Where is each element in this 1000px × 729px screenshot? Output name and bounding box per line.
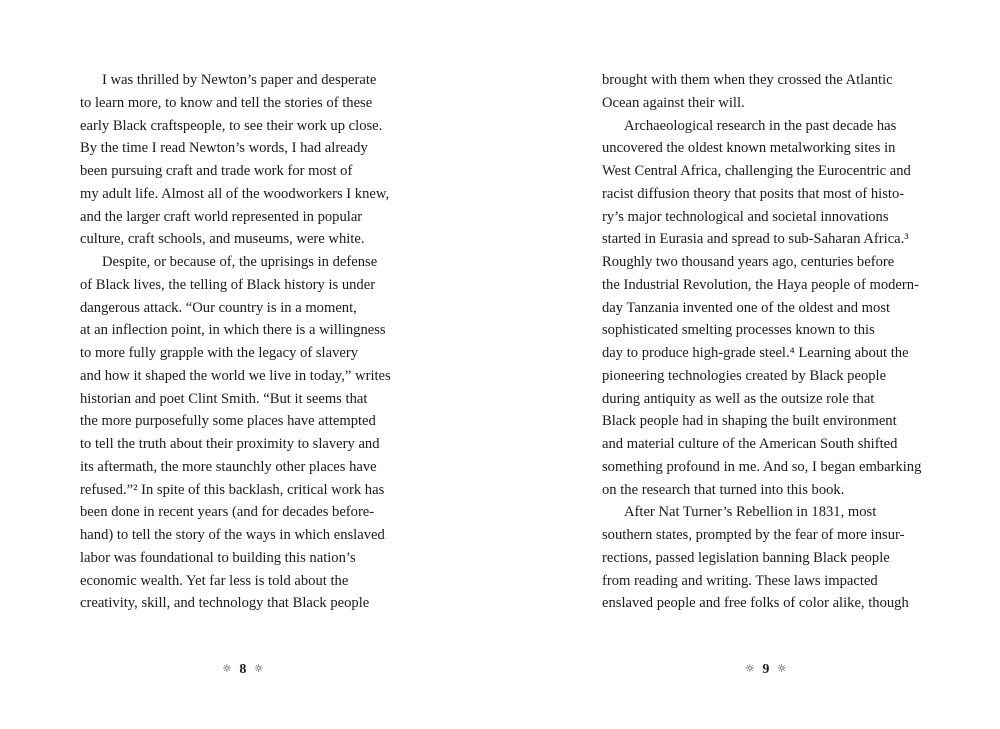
text-line: the more purposefully some places have attempted <box>80 413 376 430</box>
text-line: its aftermath, the more staunchly other places have <box>80 458 377 475</box>
left-page-folio <box>222 660 264 679</box>
text-line: historian and poet Clint Smith. “But it seems that <box>80 390 368 407</box>
page-number: 9 <box>762 662 770 677</box>
text-line: to more fully grapple with the legacy of slavery <box>80 345 359 361</box>
text-line: labor was foundational to building this nation’s <box>80 549 356 566</box>
text-line: and how it shaped the world we live in today,” writes <box>80 367 391 384</box>
left-page-body <box>80 69 410 615</box>
text-line: something profound in me. And so, I began embarking <box>602 458 922 475</box>
text-line: from reading and writing. These laws impacted <box>602 572 878 589</box>
text-line: rections, passed legislation banning Black people <box>602 549 890 566</box>
text-line: on the research that turned into this book. <box>602 481 845 498</box>
text-line: Black people had in shaping the built environment <box>602 413 897 430</box>
text-line: Despite, or because of, the uprisings in defense <box>102 254 378 270</box>
text-line: southern states, prompted by the fear of more insur- <box>602 527 905 543</box>
text-line: culture, craft schools, and museums, were white. <box>80 231 365 248</box>
text-line: my adult life. Almost all of the woodworkers I knew, <box>80 185 390 202</box>
text-line: early Black craftspeople, to see their work up close. <box>80 117 383 134</box>
text-line: Ocean against their will. <box>602 94 745 111</box>
right-page-body <box>602 69 942 615</box>
page-number: 8 <box>239 662 247 677</box>
text-line: West Central Africa, challenging the Eurocentric and <box>602 163 911 179</box>
text-line: ry’s major technological and societal innovations <box>602 208 889 225</box>
text-line: started in Eurasia and spread to sub-Saharan Africa.³ <box>602 231 909 248</box>
text-line: day to produce high-grade steel.⁴ Learning about the <box>602 345 909 361</box>
sun-ornament-icon: ☼ <box>253 662 264 675</box>
text-line: been done in recent years (and for decades before- <box>80 504 375 521</box>
text-line: the Industrial Revolution, the Haya people of modern- <box>602 276 919 293</box>
sun-ornament-icon: ☼ <box>222 662 232 675</box>
text-line: been pursuing craft and trade work for most of <box>80 163 353 179</box>
text-line: After Nat Turner’s Rebellion in 1831, most <box>624 504 877 521</box>
text-line: Roughly two thousand years ago, centuries before <box>602 254 895 270</box>
text-line: Archaeological research in the past decade has <box>624 117 897 134</box>
text-line: By the time I read Newton’s words, I had already <box>80 140 368 157</box>
text-line: sophisticated smelting processes known to this <box>602 322 875 339</box>
text-line: uncovered the oldest known metalworking sites in <box>602 140 896 157</box>
text-line: refused.”² In spite of this backlash, critical work has <box>80 481 385 498</box>
text-line: day Tanzania invented one of the oldest and most <box>602 299 891 316</box>
text-line: creativity, skill, and technology that Black people <box>80 595 370 612</box>
text-line: hand) to tell the story of the ways in which enslaved <box>80 527 385 543</box>
right-page-folio <box>745 660 787 679</box>
text-line: and material culture of the American South shifted <box>602 436 898 452</box>
text-line: to learn more, to know and tell the stories of these <box>80 94 373 111</box>
sun-ornament-icon: ☼ <box>745 662 755 675</box>
text-line: brought with them when they crossed the Atlantic <box>602 72 893 88</box>
text-line: during antiquity as well as the outsize role that <box>602 390 875 407</box>
text-line: I was thrilled by Newton’s paper and desperate <box>102 72 377 88</box>
text-line: economic wealth. Yet far less is told about the <box>80 572 349 589</box>
sun-ornament-icon: ☼ <box>776 662 787 675</box>
text-line: at an inflection point, in which there is a willingness <box>80 322 386 339</box>
text-line: pioneering technologies created by Black people <box>602 367 887 384</box>
text-line: dangerous attack. “Our country is in a moment, <box>80 299 357 316</box>
right-page <box>500 0 1000 729</box>
text-line: racist diffusion theory that posits that most of histo- <box>602 185 905 202</box>
text-line: and the larger craft world represented in popular <box>80 208 363 225</box>
text-line: of Black lives, the telling of Black history is under <box>80 276 376 293</box>
text-line: to tell the truth about their proximity to slavery and <box>80 436 380 452</box>
text-line: enslaved people and free folks of color alike, though <box>602 595 909 612</box>
